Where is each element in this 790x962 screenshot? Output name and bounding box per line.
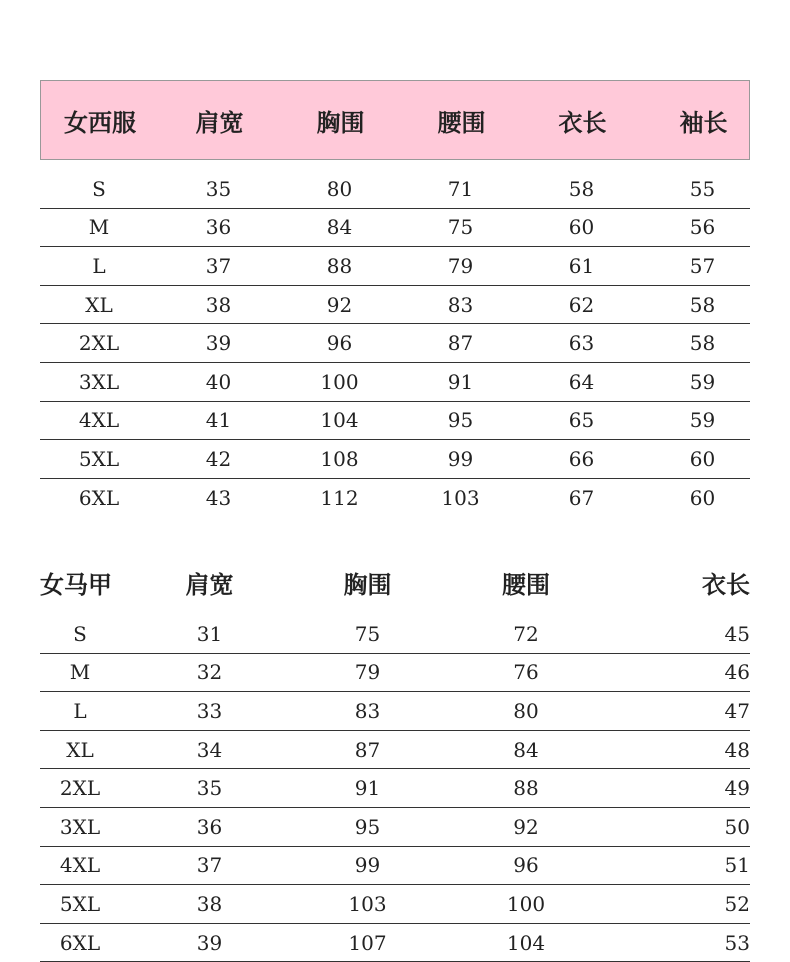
measurement-cell: 76: [513, 660, 539, 685]
measurement-cell: 37: [196, 853, 223, 878]
measurement-cell: 58: [568, 176, 595, 201]
measurement-cell: 39: [205, 331, 232, 356]
measurement-cell: 47: [724, 698, 750, 723]
measurement-cell: 38: [205, 292, 232, 317]
measurement-cell: 83: [447, 292, 474, 317]
measurement-cell: 107: [348, 930, 387, 955]
measurement-cell: 60: [568, 215, 595, 240]
table-row: [40, 363, 750, 402]
suit-header-chest: 胸围: [316, 107, 365, 137]
measurement-cell: 87: [447, 331, 474, 356]
measurement-cell: 92: [513, 814, 539, 839]
vest-header-length: 衣长: [702, 569, 750, 599]
measurement-cell: 58: [689, 331, 716, 356]
vest-table-header: [40, 560, 750, 604]
measurement-cell: 67: [568, 486, 595, 511]
measurement-cell: 38: [196, 891, 223, 916]
measurement-cell: 100: [320, 369, 359, 394]
table-row: [40, 769, 750, 808]
vest-header-chest: 胸围: [343, 569, 392, 599]
measurement-cell: 59: [689, 369, 716, 394]
measurement-cell: 103: [348, 891, 387, 916]
vest-size-table: [40, 560, 750, 962]
size-cell: XL: [85, 292, 113, 317]
size-cell: 2XL: [59, 776, 101, 801]
suit-size-table: [40, 80, 750, 517]
table-row: [40, 808, 750, 847]
measurement-cell: 51: [724, 853, 750, 878]
measurement-cell: 88: [326, 253, 353, 278]
measurement-cell: 87: [354, 737, 381, 762]
measurement-cell: 36: [205, 215, 232, 240]
measurement-cell: 40: [205, 369, 232, 394]
measurement-cell: 48: [724, 737, 750, 762]
measurement-cell: 75: [354, 621, 381, 646]
measurement-cell: 79: [354, 660, 381, 685]
measurement-cell: 46: [724, 660, 750, 685]
measurement-cell: 91: [447, 369, 474, 394]
measurement-cell: 52: [724, 891, 750, 916]
measurement-cell: 88: [513, 776, 539, 801]
table-row: [40, 924, 750, 962]
suit-table-body: [40, 170, 750, 517]
vest-header-waist: 腰围: [502, 569, 550, 599]
measurement-cell: 32: [196, 660, 223, 685]
size-cell: 5XL: [78, 446, 120, 471]
suit-header-category: 女西服: [64, 107, 136, 137]
measurement-cell: 42: [205, 446, 232, 471]
measurement-cell: 39: [196, 930, 223, 955]
measurement-cell: 80: [326, 176, 353, 201]
measurement-cell: 36: [196, 814, 223, 839]
table-row: [40, 324, 750, 363]
measurement-cell: 53: [724, 930, 750, 955]
measurement-cell: 49: [724, 776, 750, 801]
table-row: [40, 615, 750, 654]
table-row: [40, 885, 750, 924]
size-cell: 3XL: [78, 369, 120, 394]
measurement-cell: 41: [205, 408, 232, 433]
measurement-cell: 59: [689, 408, 716, 433]
table-row: [40, 209, 750, 248]
table-row: [40, 440, 750, 479]
vest-table-body: [40, 615, 750, 962]
measurement-cell: 108: [320, 446, 359, 471]
size-cell: S: [73, 621, 87, 646]
table-row: [40, 731, 750, 770]
measurement-cell: 99: [447, 446, 474, 471]
size-cell: 3XL: [59, 814, 101, 839]
size-cell: L: [73, 698, 87, 723]
measurement-cell: 57: [689, 253, 716, 278]
size-cell: 4XL: [78, 408, 120, 433]
measurement-cell: 63: [568, 331, 595, 356]
measurement-cell: 96: [513, 853, 539, 878]
table-row: [40, 402, 750, 441]
measurement-cell: 75: [447, 215, 474, 240]
measurement-cell: 56: [689, 215, 716, 240]
measurement-cell: 84: [326, 215, 353, 240]
table-row: [40, 692, 750, 731]
measurement-cell: 60: [689, 486, 716, 511]
measurement-cell: 84: [513, 737, 539, 762]
measurement-cell: 100: [506, 891, 546, 916]
measurement-cell: 62: [568, 292, 595, 317]
size-cell: 6XL: [78, 486, 120, 511]
measurement-cell: 104: [320, 408, 359, 433]
measurement-cell: 95: [354, 814, 381, 839]
measurement-cell: 66: [568, 446, 595, 471]
size-cell: XL: [66, 737, 94, 762]
size-cell: 5XL: [59, 891, 101, 916]
table-row: [40, 247, 750, 286]
measurement-cell: 80: [513, 698, 539, 723]
measurement-cell: 60: [689, 446, 716, 471]
suit-header-length: 衣长: [558, 107, 607, 137]
measurement-cell: 92: [326, 292, 353, 317]
measurement-cell: 72: [513, 621, 539, 646]
table-row: [40, 170, 750, 209]
measurement-cell: 43: [205, 486, 232, 511]
measurement-cell: 50: [724, 814, 750, 839]
table-row: [40, 479, 750, 518]
suit-header-sleeve: 袖长: [679, 107, 728, 137]
size-cell: S: [92, 176, 106, 201]
measurement-cell: 58: [689, 292, 716, 317]
measurement-cell: 104: [506, 930, 546, 955]
measurement-cell: 37: [205, 253, 232, 278]
measurement-cell: 31: [196, 621, 223, 646]
size-cell: 2XL: [78, 331, 120, 356]
measurement-cell: 112: [320, 486, 359, 511]
vest-header-shoulder: 肩宽: [185, 569, 234, 599]
measurement-cell: 96: [326, 331, 353, 356]
size-cell: M: [69, 660, 91, 685]
suit-table-header: [40, 80, 750, 160]
measurement-cell: 34: [196, 737, 223, 762]
measurement-cell: 61: [568, 253, 595, 278]
measurement-cell: 99: [354, 853, 381, 878]
measurement-cell: 64: [568, 369, 595, 394]
measurement-cell: 103: [441, 486, 480, 511]
measurement-cell: 55: [689, 176, 716, 201]
size-cell: 4XL: [59, 853, 101, 878]
measurement-cell: 45: [724, 621, 750, 646]
table-row: [40, 847, 750, 886]
suit-header-shoulder: 肩宽: [195, 107, 244, 137]
table-row: [40, 654, 750, 693]
measurement-cell: 71: [447, 176, 474, 201]
measurement-cell: 33: [196, 698, 223, 723]
size-cell: M: [88, 215, 110, 240]
measurement-cell: 83: [354, 698, 381, 723]
table-row: [40, 286, 750, 325]
size-cell: L: [92, 253, 106, 278]
vest-header-category: 女马甲: [40, 569, 112, 599]
measurement-cell: 79: [447, 253, 474, 278]
measurement-cell: 95: [447, 408, 474, 433]
size-cell: 6XL: [59, 930, 101, 955]
suit-header-waist: 腰围: [437, 107, 486, 137]
measurement-cell: 35: [196, 776, 223, 801]
measurement-cell: 35: [205, 176, 232, 201]
measurement-cell: 91: [354, 776, 381, 801]
measurement-cell: 65: [568, 408, 595, 433]
